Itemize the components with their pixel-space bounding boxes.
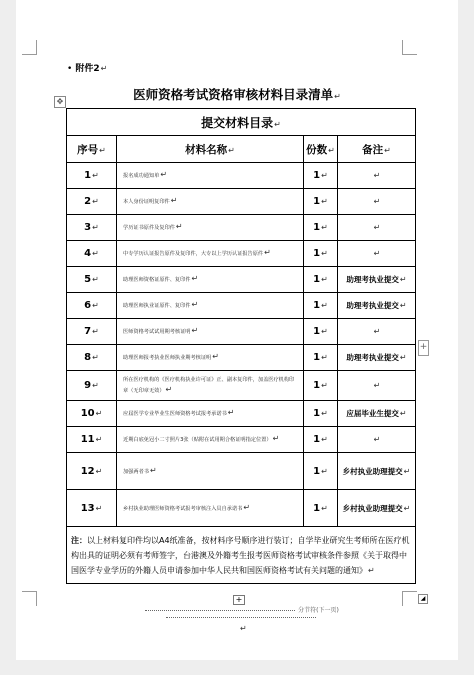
crop-mark-top-right: [402, 40, 417, 55]
row-note: [338, 241, 416, 267]
paragraph-mark-icon: ↵: [92, 197, 99, 206]
row-name: 报名成功通知单↵: [117, 163, 304, 189]
paragraph-mark-icon: ↵: [399, 301, 407, 310]
paragraph-mark-icon: ↵: [95, 466, 103, 476]
paragraph-mark-icon: ↵: [272, 434, 280, 443]
row-note: [338, 427, 416, 453]
paragraph-mark-icon: ↵: [191, 326, 199, 335]
paragraph-mark-icon: ↵: [92, 223, 99, 232]
row-count: 1↵: [304, 345, 338, 371]
row-count: 1↵: [304, 241, 338, 267]
table-row: [67, 371, 416, 401]
paragraph-mark-icon: ↵: [321, 327, 328, 336]
footnote-prefix: 注：: [71, 535, 87, 545]
paragraph-mark-icon: ↵: [321, 466, 328, 476]
crop-mark-bottom-right: [402, 591, 417, 606]
section-break: [66, 605, 415, 621]
paragraph-mark-icon: ↵: [95, 435, 103, 444]
row-num: 4↵: [67, 241, 117, 267]
paragraph-mark-icon: ↵: [95, 409, 103, 418]
paragraph-mark-icon: ↵: [264, 248, 271, 257]
row-name: 医师资格考试试用期考核证明↵: [117, 319, 304, 345]
row-name: 学历证书原件及复印件↵: [117, 215, 304, 241]
row-note: [338, 189, 416, 215]
paragraph-mark-icon: ↵: [191, 300, 199, 309]
row-name: 近期白底免冠小二寸照片3张（贴附在试用期合格证明指定位置）↵: [117, 427, 304, 453]
row-num: 11↵: [67, 427, 117, 453]
paragraph-mark-icon: ↵: [170, 196, 178, 205]
title-text: 医师资格考试资格审核材料目录清单: [133, 87, 334, 102]
table-row: [67, 163, 416, 189]
paragraph-mark-icon: ↵: [92, 381, 99, 390]
row-num: 6↵: [67, 293, 117, 319]
table-row: [67, 189, 416, 215]
row-note: 助理考执业提交↵: [338, 267, 416, 293]
row-num: 7↵: [67, 319, 117, 345]
footnote-cell: [67, 527, 416, 584]
row-name: 所在医疗机构的《医疗机构执业许可证》正、副本复印件，加盖医疗机构印章（无印章无效）↵: [117, 371, 304, 401]
row-num: 12↵: [67, 453, 117, 490]
paragraph-mark-icon: ↵: [403, 503, 411, 513]
paragraph-mark-icon: ↵: [321, 301, 328, 310]
caption-text: 提交材料目录: [201, 115, 274, 130]
paragraph-mark-icon: ↵: [368, 565, 375, 575]
row-note: [338, 163, 416, 189]
paragraph-mark-icon: ↵: [92, 275, 99, 284]
document-title: [100, 85, 374, 103]
table-resize-handle-icon[interactable]: ◢: [418, 594, 428, 604]
header-note: 备注↵: [338, 136, 416, 163]
table-row: [67, 319, 416, 345]
paragraph-mark-icon: ↵: [95, 503, 103, 513]
paragraph-mark-icon: ↵: [92, 171, 99, 180]
table-row: [67, 345, 416, 371]
paragraph-mark-icon: ↵: [100, 64, 108, 73]
paragraph-mark-icon: ↵: [321, 409, 328, 418]
row-name: 乡村执业助理医师资格考试报考审核注入员自承诺书↵: [117, 490, 304, 527]
paragraph-mark-icon: ↵: [321, 435, 328, 444]
section-break-label: 分节符(下一页): [298, 607, 339, 614]
paragraph-mark-icon: ↵: [373, 381, 381, 390]
row-count: 1↵: [304, 189, 338, 215]
row-count: 1↵: [304, 453, 338, 490]
paragraph-mark-icon: ↵: [175, 222, 183, 231]
paragraph-mark-icon: ↵: [92, 353, 99, 362]
table-row: [67, 293, 416, 319]
attachment-label: [67, 61, 107, 74]
paragraph-mark-icon: ↵: [399, 353, 407, 362]
row-count: 1↵: [304, 267, 338, 293]
paragraph-mark-icon: ↵: [399, 275, 407, 284]
row-count: 1↵: [304, 490, 338, 527]
paragraph-mark-icon: ↵: [321, 353, 328, 362]
header-name: 材料名称↵: [117, 136, 304, 163]
table-move-handle-icon[interactable]: ✥: [54, 96, 66, 108]
row-name: 加强两者书↵: [117, 453, 304, 490]
row-count: 1↵: [304, 427, 338, 453]
row-note: [338, 319, 416, 345]
paragraph-mark-icon: ↵: [321, 249, 328, 258]
row-note: 乡村执业助理提交↵: [338, 490, 416, 527]
paragraph-mark-icon: ↵: [321, 381, 328, 390]
footnote-text: 以上材料复印件均以A4纸准备，按材料序号顺序进行装订；自学毕业研究生考师所在医疗机构出具的证明必须有考师签字，台港澳及外籍考生报考医师资格考试审核条件参照《关于取得中国医学专业学历的外籍人员申请参加中华人民共和国医师资格考试有关问题的通知》: [71, 535, 410, 575]
header-count: 份数↵: [304, 136, 338, 163]
attachment-text: 附件2: [75, 64, 100, 74]
paragraph-mark-icon: ↵: [160, 170, 168, 179]
materials-table: [66, 108, 416, 584]
paragraph-mark-icon: ↵: [321, 275, 328, 284]
paragraph-mark-icon: ↵: [403, 466, 411, 476]
row-note: [338, 215, 416, 241]
row-name: 中专学历认证报告原件及复印件，大专以上学历认证报告原件↵: [117, 241, 304, 267]
paragraph-mark-icon: ↵: [240, 624, 247, 633]
row-num: 13↵: [67, 490, 117, 527]
header-num: 序号↵: [67, 136, 117, 163]
paragraph-mark-icon: ↵: [373, 435, 381, 444]
paragraph-mark-icon: ↵: [321, 197, 328, 206]
row-num: 1↵: [67, 163, 117, 189]
paragraph-mark-icon: ↵: [399, 409, 407, 418]
paragraph-mark-icon: ↵: [274, 119, 281, 129]
row-count: 1↵: [304, 401, 338, 427]
table-row: [67, 427, 416, 453]
paragraph-mark-icon: ↵: [321, 503, 328, 513]
paragraph-mark-icon: ↵: [191, 274, 199, 283]
add-row-icon[interactable]: +: [233, 595, 245, 605]
paragraph-mark-icon: ↵: [243, 502, 251, 512]
bullet-icon: •: [67, 64, 73, 74]
row-name: 助理医师报考执业医师执业期考核证明↵: [117, 345, 304, 371]
row-num: 2↵: [67, 189, 117, 215]
row-note: 乡村执业助理提交↵: [338, 453, 416, 490]
row-count: 1↵: [304, 163, 338, 189]
row-count: 1↵: [304, 371, 338, 401]
crop-mark-top-left: [22, 40, 37, 55]
row-note: [338, 371, 416, 401]
row-name: 本人身份证明复印件↵: [117, 189, 304, 215]
row-num: 5↵: [67, 267, 117, 293]
paragraph-mark-icon: ↵: [212, 352, 219, 361]
paragraph-mark-icon: ↵: [373, 223, 381, 232]
paragraph-mark-icon: ↵: [92, 249, 99, 258]
row-num: 10↵: [67, 401, 117, 427]
row-num: 9↵: [67, 371, 117, 401]
row-count: 1↵: [304, 215, 338, 241]
table-caption: [67, 109, 416, 136]
paragraph-mark-icon: ↵: [373, 171, 381, 180]
paragraph-mark-icon: ↵: [373, 327, 381, 336]
table-header-row: [67, 136, 416, 163]
row-num: 8↵: [67, 345, 117, 371]
paragraph-mark-icon: ↵: [321, 223, 328, 232]
row-num: 3↵: [67, 215, 117, 241]
table-row: [67, 490, 416, 527]
expand-table-icon[interactable]: +: [418, 340, 429, 356]
table-row: [67, 267, 416, 293]
paragraph-mark-icon: ↵: [321, 171, 328, 180]
row-name: 助理医师执业证原件、复印件↵: [117, 293, 304, 319]
footnote-row: [67, 527, 416, 584]
row-note: 助理考执业提交↵: [338, 293, 416, 319]
row-name: 应届医学专业毕业生医师资格考试报考承诺书↵: [117, 401, 304, 427]
paragraph-mark-icon: ↵: [149, 465, 157, 475]
row-note: 应届毕业生提交↵: [338, 401, 416, 427]
row-count: 1↵: [304, 319, 338, 345]
row-count: 1↵: [304, 293, 338, 319]
paragraph-mark-icon: ↵: [92, 301, 99, 310]
paragraph-mark-icon: ↵: [334, 92, 341, 101]
paragraph-mark-icon: ↵: [92, 327, 99, 336]
paragraph-mark-icon: ↵: [165, 384, 173, 394]
table-row: [67, 215, 416, 241]
table-row: [67, 401, 416, 427]
table-row: [67, 453, 416, 490]
table-row: [67, 241, 416, 267]
crop-mark-bottom-left: [22, 591, 37, 606]
row-name: 助理医师资格证原件、复印件↵: [117, 267, 304, 293]
paragraph-mark-icon: ↵: [373, 197, 381, 206]
paragraph-mark-icon: ↵: [373, 249, 381, 258]
row-note: 助理考执业提交↵: [338, 345, 416, 371]
paragraph-mark-icon: ↵: [227, 408, 235, 417]
